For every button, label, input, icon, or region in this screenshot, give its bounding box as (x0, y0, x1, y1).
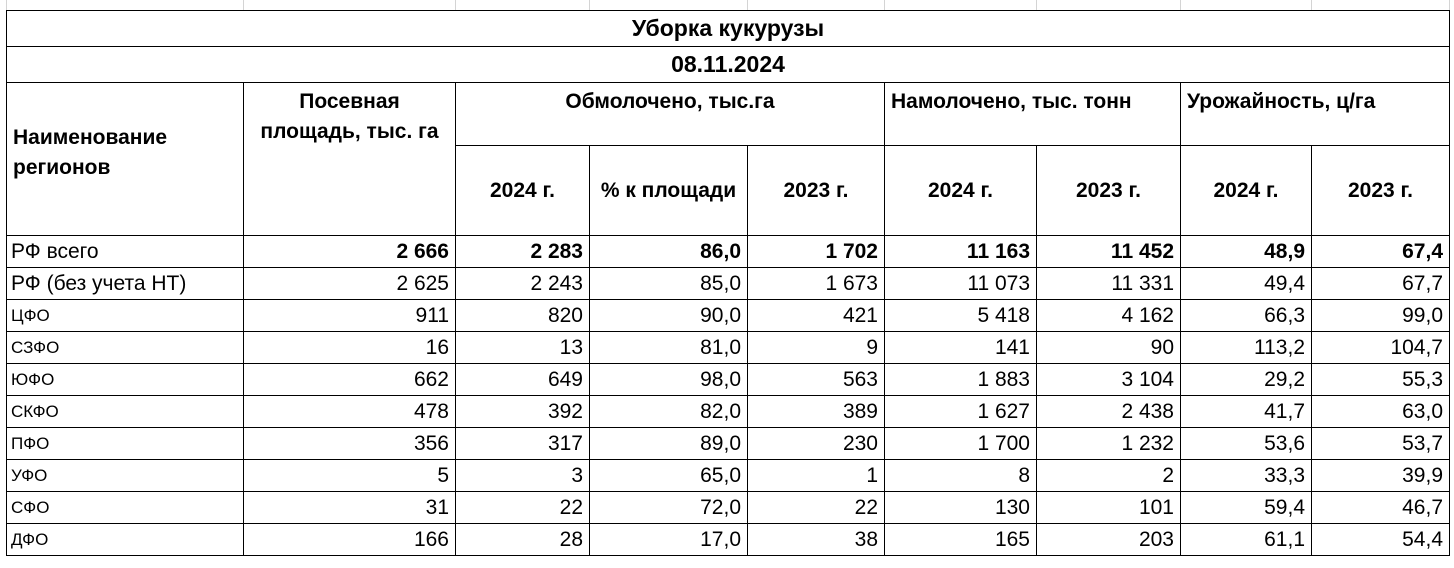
cell-threshed-pct[interactable]: 81,0 (590, 332, 748, 364)
header-threshed-2024[interactable]: 2024 г. (456, 146, 590, 236)
cell-harvested-2023[interactable]: 203 (1037, 524, 1181, 556)
cell-threshed-2023[interactable]: 421 (748, 300, 885, 332)
cell-threshed-2023[interactable]: 563 (748, 364, 885, 396)
table-row (7, 492, 1450, 524)
cell-yield-2023[interactable]: 46,7 (1312, 492, 1450, 524)
cell-sown[interactable]: 166 (244, 524, 456, 556)
cell-yield-2023[interactable]: 67,7 (1312, 268, 1450, 300)
header-yield-2023[interactable]: 2023 г. (1312, 146, 1450, 236)
cell-yield-2024[interactable]: 113,2 (1181, 332, 1312, 364)
table-row (7, 236, 1450, 268)
column-gridlines (0, 0, 1454, 10)
cell-threshed-pct[interactable]: 90,0 (590, 300, 748, 332)
cell-threshed-pct[interactable]: 65,0 (590, 460, 748, 492)
header-sown-area[interactable]: Посевная площадь, тыс. га (244, 83, 456, 236)
cell-yield-2024[interactable]: 49,4 (1181, 268, 1312, 300)
cell-yield-2023[interactable]: 63,0 (1312, 396, 1450, 428)
cell-sown[interactable]: 911 (244, 300, 456, 332)
cell-yield-2024[interactable]: 61,1 (1181, 524, 1312, 556)
region-name[interactable]: ДФО (7, 524, 244, 556)
cell-sown[interactable]: 16 (244, 332, 456, 364)
cell-threshed-2024[interactable]: 13 (456, 332, 590, 364)
table-date: 08.11.2024 (671, 51, 785, 77)
cell-yield-2023[interactable]: 53,7 (1312, 428, 1450, 460)
cell-harvested-2023[interactable]: 90 (1037, 332, 1181, 364)
cell-threshed-2024[interactable]: 2 283 (456, 236, 590, 268)
cell-threshed-2024[interactable]: 317 (456, 428, 590, 460)
table-row (7, 332, 1450, 364)
cell-harvested-2024[interactable]: 165 (885, 524, 1037, 556)
table-title: Уборка кукурузы (631, 15, 825, 41)
cell-threshed-2024[interactable]: 649 (456, 364, 590, 396)
cell-threshed-2024[interactable]: 22 (456, 492, 590, 524)
cell-threshed-2023[interactable]: 22 (748, 492, 885, 524)
cell-harvested-2024[interactable]: 8 (885, 460, 1037, 492)
cell-sown[interactable]: 2 666 (244, 236, 456, 268)
region-name[interactable]: СКФО (7, 396, 244, 428)
cell-threshed-2023[interactable]: 230 (748, 428, 885, 460)
cell-yield-2024[interactable]: 66,3 (1181, 300, 1312, 332)
header-harvested-2024[interactable]: 2024 г. (885, 146, 1037, 236)
cell-harvested-2024[interactable]: 5 418 (885, 300, 1037, 332)
table-row (7, 364, 1450, 396)
table-row (7, 396, 1450, 428)
cell-threshed-2023[interactable]: 9 (748, 332, 885, 364)
header-threshed-pct[interactable]: % к площади (590, 146, 748, 236)
table-row (7, 268, 1450, 300)
cell-threshed-2024[interactable]: 392 (456, 396, 590, 428)
table-row (7, 460, 1450, 492)
cell-threshed-pct[interactable]: 17,0 (590, 524, 748, 556)
region-name[interactable]: УФО (7, 460, 244, 492)
cell-harvested-2023[interactable]: 3 104 (1037, 364, 1181, 396)
region-name[interactable]: РФ (без учета НТ) (7, 268, 244, 300)
cell-sown[interactable]: 5 (244, 460, 456, 492)
header-yield-2024[interactable]: 2024 г. (1181, 146, 1312, 236)
cell-yield-2024[interactable]: 33,3 (1181, 460, 1312, 492)
header-harvested-2023[interactable]: 2023 г. (1037, 146, 1181, 236)
cell-threshed-pct[interactable]: 98,0 (590, 364, 748, 396)
cell-harvested-2023[interactable]: 11 331 (1037, 268, 1181, 300)
cell-yield-2023[interactable]: 55,3 (1312, 364, 1450, 396)
region-name[interactable]: СЗФО (7, 332, 244, 364)
header-threshed-2023[interactable]: 2023 г. (748, 146, 885, 236)
cell-yield-2024[interactable]: 48,9 (1181, 236, 1312, 268)
cell-yield-2023[interactable]: 39,9 (1312, 460, 1450, 492)
cell-threshed-2023[interactable]: 1 702 (748, 236, 885, 268)
cell-harvested-2024[interactable]: 130 (885, 492, 1037, 524)
cell-yield-2024[interactable]: 29,2 (1181, 364, 1312, 396)
cell-yield-2023[interactable]: 99,0 (1312, 300, 1450, 332)
cell-sown[interactable]: 662 (244, 364, 456, 396)
region-name[interactable]: ЦФО (7, 300, 244, 332)
cell-yield-2023[interactable]: 104,7 (1312, 332, 1450, 364)
cell-yield-2024[interactable]: 59,4 (1181, 492, 1312, 524)
cell-threshed-pct[interactable]: 86,0 (590, 236, 748, 268)
cell-yield-2023[interactable]: 67,4 (1312, 236, 1450, 268)
table-row (7, 524, 1450, 556)
cell-threshed-pct[interactable]: 72,0 (590, 492, 748, 524)
cell-harvested-2023[interactable]: 11 452 (1037, 236, 1181, 268)
cell-threshed-2024[interactable]: 28 (456, 524, 590, 556)
cell-sown[interactable]: 31 (244, 492, 456, 524)
cell-threshed-2023[interactable]: 389 (748, 396, 885, 428)
cell-harvested-2023[interactable]: 2 (1037, 460, 1181, 492)
cell-sown[interactable]: 478 (244, 396, 456, 428)
cell-threshed-2024[interactable]: 3 (456, 460, 590, 492)
cell-threshed-pct[interactable]: 82,0 (590, 396, 748, 428)
table-row (7, 428, 1450, 460)
harvest-table (6, 10, 1450, 556)
cell-harvested-2024[interactable]: 11 073 (885, 268, 1037, 300)
cell-harvested-2024[interactable]: 1 627 (885, 396, 1037, 428)
cell-harvested-2024[interactable]: 1 700 (885, 428, 1037, 460)
cell-threshed-2023[interactable]: 1 (748, 460, 885, 492)
cell-threshed-2023[interactable]: 38 (748, 524, 885, 556)
cell-sown[interactable]: 356 (244, 428, 456, 460)
region-name[interactable]: ПФО (7, 428, 244, 460)
header-threshed[interactable]: Обмолочено, тыс.га (456, 83, 885, 146)
region-name[interactable]: РФ всего (7, 236, 244, 268)
table-title-cell[interactable] (7, 11, 1450, 47)
cell-harvested-2024[interactable]: 141 (885, 332, 1037, 364)
cell-yield-2024[interactable]: 53,6 (1181, 428, 1312, 460)
cell-harvested-2024[interactable]: 11 163 (885, 236, 1037, 268)
header-region[interactable]: Наименование регионов (7, 83, 244, 236)
cell-yield-2024[interactable]: 41,7 (1181, 396, 1312, 428)
region-name[interactable]: ЮФО (7, 364, 244, 396)
table-row (7, 300, 1450, 332)
cell-yield-2023[interactable]: 54,4 (1312, 524, 1450, 556)
cell-sown[interactable]: 2 625 (244, 268, 456, 300)
cell-threshed-2024[interactable]: 820 (456, 300, 590, 332)
cell-harvested-2024[interactable]: 1 883 (885, 364, 1037, 396)
header-harvested[interactable]: Намолочено, тыс. тонн (885, 83, 1181, 146)
cell-threshed-2023[interactable]: 1 673 (748, 268, 885, 300)
region-name[interactable]: СФО (7, 492, 244, 524)
cell-harvested-2023[interactable]: 2 438 (1037, 396, 1181, 428)
cell-threshed-pct[interactable]: 89,0 (590, 428, 748, 460)
cell-threshed-pct[interactable]: 85,0 (590, 268, 748, 300)
cell-harvested-2023[interactable]: 4 162 (1037, 300, 1181, 332)
cell-harvested-2023[interactable]: 1 232 (1037, 428, 1181, 460)
cell-threshed-2024[interactable]: 2 243 (456, 268, 590, 300)
table-date-cell[interactable] (7, 47, 1450, 83)
header-yield[interactable]: Урожайность, ц/га (1181, 83, 1450, 146)
cell-harvested-2023[interactable]: 101 (1037, 492, 1181, 524)
